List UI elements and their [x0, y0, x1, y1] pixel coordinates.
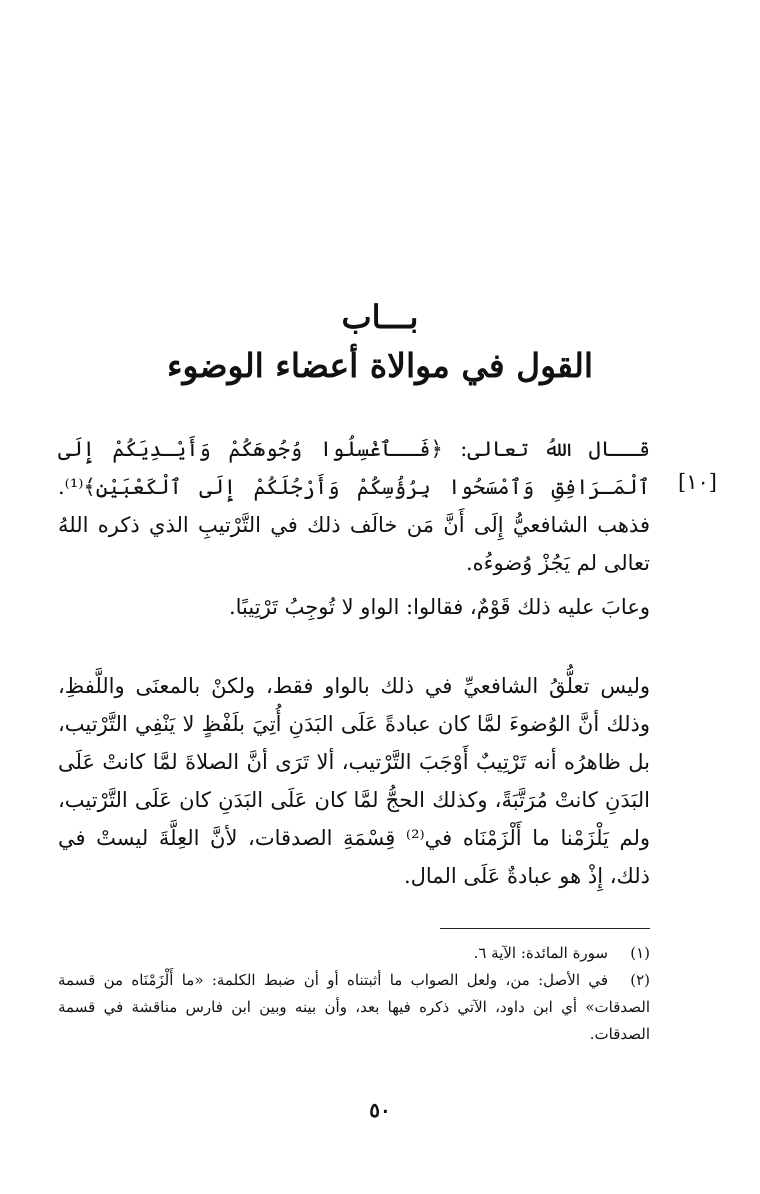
footnote-text: سورة المائدة: الآية ٦. — [473, 944, 608, 962]
footnote-number: (٢) — [630, 971, 650, 989]
footnote-text: في الأصل: من، ولعل الصواب ما أثبتناه أو أن ضبط الكلمة: «ما أَلْزَمْنَاه من قسمة الصدقات» أي ابن داود، الآتي ذكره فيها بعد، وأن بينه وبين ابن فارس مناقشة في قسمة الصدقات. — [58, 971, 650, 1043]
chapter-title: القول في موالاة أعضاء الوضوء — [166, 346, 594, 385]
paragraph-argument: وليس تعلُّقُ الشافعيِّ في ذلك بالواو فقط، ولكنْ بالمعنَى واللَّفظِ، وذلك أنَّ الوُضوءَ لمَّا كان عبادةً عَلَى البَدَنِ أُتِيَ بلَفْظٍ لا يَنْفِي التَّرْتيب، بل ظاهرُه أنه تَرْتِيبٌ أَوْجَبَ التَّرْتيب، ألا تَرَى أنَّ الصلاةَ لمَّا كانتْ عَلَى البَدَنِ كانتْ مُرَتَّبَةً، وكذلك الحجُّ لمَّا كان عَلَى البَدَنِ كان عَلَى التَّرْتيب، ولم يَلْزَمْنا ما أَلْزَمْنَاه في⁽²⁾ قِسْمَةِ الصدقات، لأنَّ العِلَّةَ ليستْ في ذلك، إِذْ هو عبادةٌ عَلَى المال. — [58, 674, 650, 888]
paragraph-objection: وعابَ عليه ذلك قَوْمٌ، فقالوا: الواو لا تُوجِبُ تَرْتِيبًا. — [228, 595, 650, 619]
footnote-divider — [440, 928, 650, 929]
margin-marker: [١٠] — [678, 470, 717, 494]
page-number: ٥٠ — [369, 1098, 391, 1122]
footnote-number: (١) — [630, 944, 650, 962]
footnote-2 — [58, 967, 650, 1048]
chapter-word: بـــاب — [341, 298, 419, 336]
footnote-1 — [58, 940, 650, 967]
paragraph-quran-verse: قــال اللهُ تعالى: ﴿فَــٱغْسِلُوا وُجُوهَكُمْ وَأَيْـدِيَكُمْ إِلَى ٱلْمَـرَافِقِ وَٱمْسَحُوا بِرُؤُسِكُمْ وَأَرْجُلَكُمْ إِلَى ٱلْكَعْبَيْنِ﴾⁽¹⁾. فذهب الشافعيُّ إِلَى أَنَّ مَن خالَف ذلك في التَّرْتيبِ الذي ذكره اللهُ تعالى لم يَجُزْ وُضوءُه. — [58, 437, 650, 575]
